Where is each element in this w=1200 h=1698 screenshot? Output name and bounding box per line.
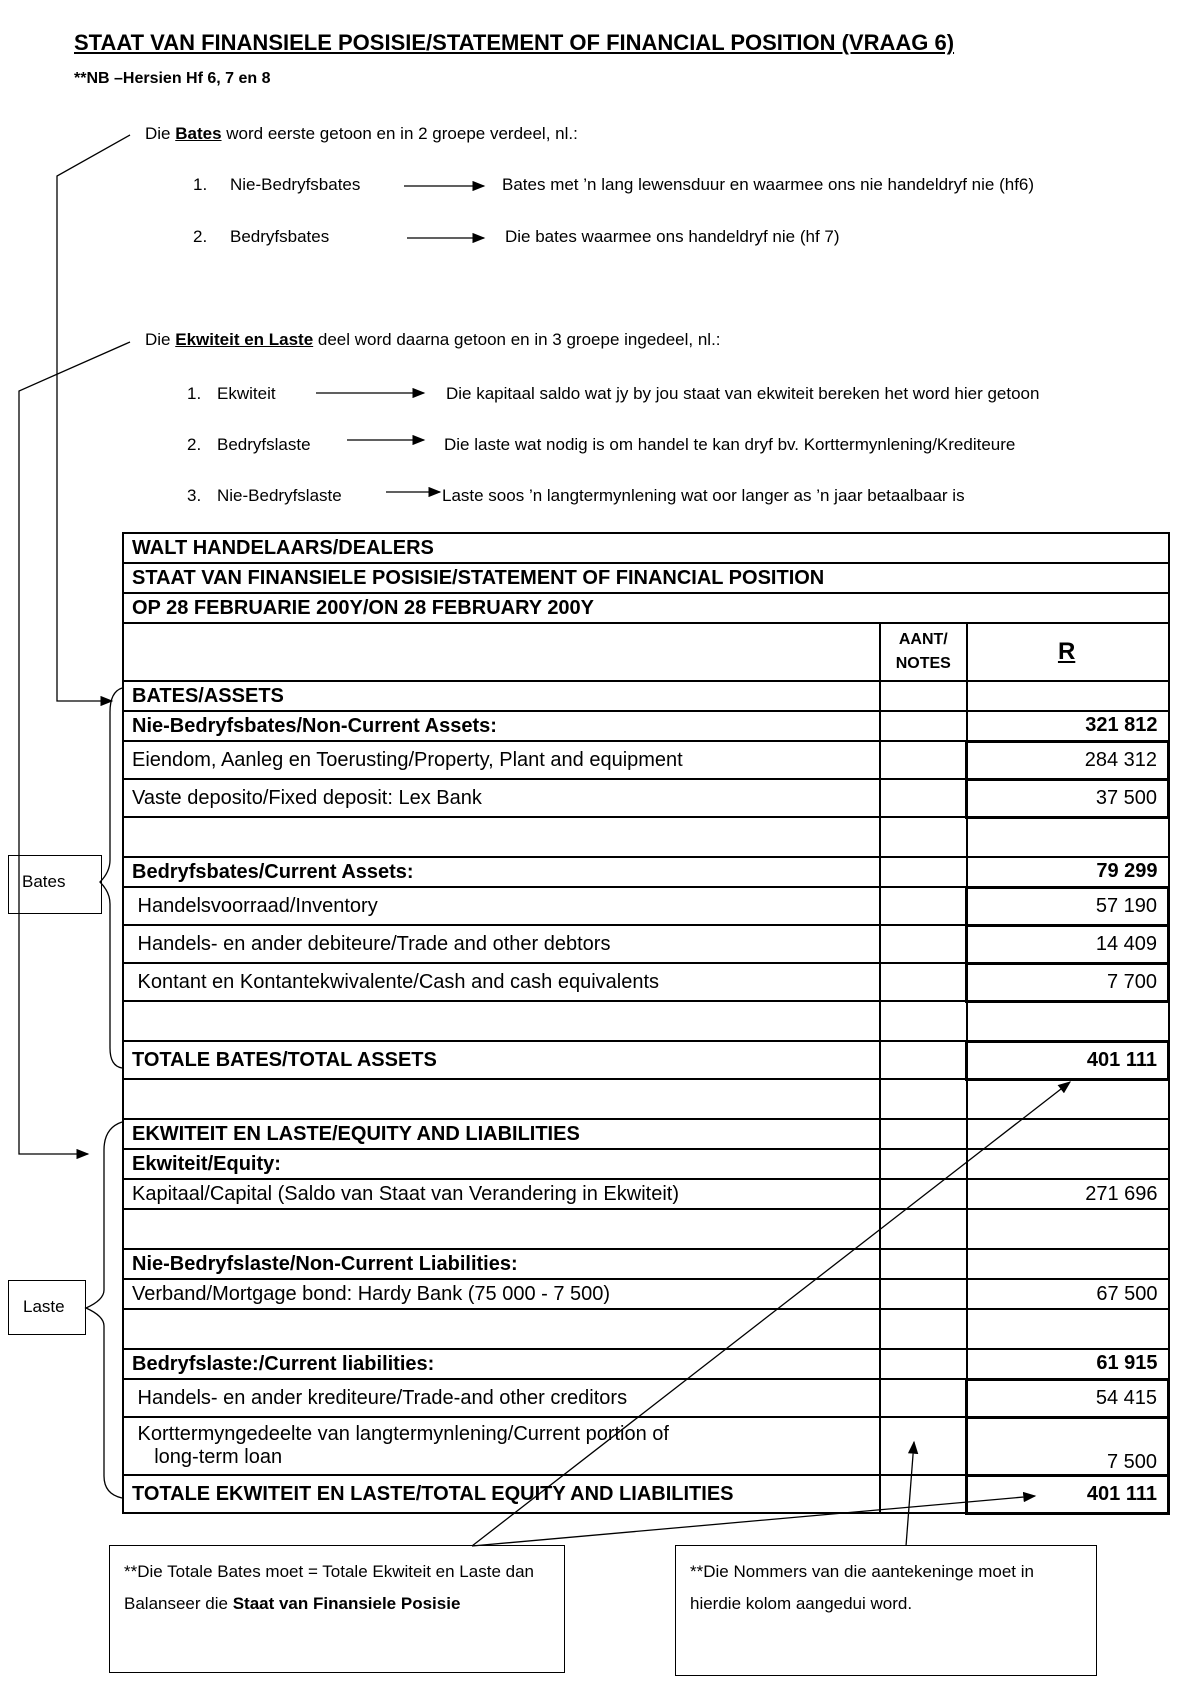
row-label: Verband/Mortgage bond: Hardy Bank (75 000 - 7 500) bbox=[123, 1279, 880, 1309]
row-amount: 14 409 bbox=[967, 925, 1169, 963]
nb-note: **NB –Hersien Hf 6, 7 en 8 bbox=[74, 70, 271, 87]
liabilities-brace bbox=[86, 1122, 122, 1498]
equity-group-2-desc: Die laste wat nodig is om handel te kan dryf bv. Korttermynlening/Krediteure bbox=[444, 435, 1016, 454]
notes-column-note-text: **Die Nommers van die aantekeninge moet in hierdie kolom aangedui word. bbox=[690, 1562, 1034, 1613]
balance-note-text: **Die Totale Bates moet = Totale Ekwiteit en Laste dan Balanseer die bbox=[124, 1562, 534, 1613]
amount-column-header: R bbox=[967, 623, 1169, 681]
row-amount: 321 812 bbox=[967, 711, 1169, 741]
asset-group-2-name: Bedryfsbates bbox=[230, 227, 330, 246]
row-label: TOTALE BATES/TOTAL ASSETS bbox=[123, 1041, 880, 1079]
row-amount: 57 190 bbox=[967, 887, 1169, 925]
row-amount: 67 500 bbox=[967, 1279, 1169, 1309]
notes-arrow bbox=[906, 1442, 914, 1546]
row-amount: 401 111 bbox=[967, 1475, 1169, 1513]
row-label: EKWITEIT EN LASTE/EQUITY AND LIABILITIES bbox=[123, 1119, 880, 1149]
row-label: Eiendom, Aanleg en Toerusting/Property, Plant and equipment bbox=[123, 741, 880, 779]
row-amount: 37 500 bbox=[967, 779, 1169, 817]
equity-group-3-num: 3. bbox=[187, 486, 202, 505]
equity-group-2-num: 2. bbox=[187, 435, 202, 454]
equity-group-2-name: Bedryfslaste bbox=[217, 435, 311, 454]
row-label: Handels- en ander debiteure/Trade and other debtors bbox=[123, 925, 880, 963]
equity-intro-prefix: Die bbox=[145, 330, 176, 349]
row-label: Handelsvoorraad/Inventory bbox=[123, 887, 880, 925]
row-amount: 271 696 bbox=[967, 1179, 1169, 1209]
bates-label: Bates bbox=[22, 872, 66, 891]
row-label: Bedryfslaste:/Current liabilities: bbox=[123, 1349, 880, 1379]
balance-arrow-to-total-assets bbox=[472, 1082, 1070, 1546]
assets-brace bbox=[100, 688, 122, 1068]
row-label: BATES/ASSETS bbox=[123, 681, 880, 711]
balance-arrow-to-total-equity bbox=[472, 1496, 1035, 1546]
equity-intro-suffix: deel word daarna getoon en in 3 groepe ingedeel, nl.: bbox=[313, 330, 721, 349]
equity-intro-keyword: Ekwiteit en Laste bbox=[175, 330, 314, 349]
equity-group-1-desc: Die kapitaal saldo wat jy by jou staat van ekwiteit bereken het word hier getoon bbox=[446, 384, 1040, 403]
row-amount: 7 500 bbox=[967, 1417, 1169, 1475]
row-label: TOTALE EKWITEIT EN LASTE/TOTAL EQUITY AND LIABILITIES bbox=[123, 1475, 880, 1513]
asset-group-1-name: Nie-Bedryfsbates bbox=[230, 175, 361, 194]
assets-intro-keyword: Bates bbox=[175, 124, 222, 143]
row-label: Handels- en ander krediteure/Trade-and other creditors bbox=[123, 1379, 880, 1417]
equity-pointer-line bbox=[19, 342, 130, 1154]
row-label: Vaste deposito/Fixed deposit: Lex Bank bbox=[123, 779, 880, 817]
balance-note-bold: Staat van Finansiele Posisie bbox=[232, 1594, 461, 1613]
asset-group-1-num: 1. bbox=[193, 175, 208, 194]
notes-column-header: AANT/ NOTES bbox=[880, 623, 967, 681]
assets-intro-prefix: Die bbox=[145, 124, 176, 143]
row-label: Kapitaal/Capital (Saldo van Staat van Verandering in Ekwiteit) bbox=[123, 1179, 880, 1209]
asset-group-2-desc: Die bates waarmee ons handeldryf nie (hf 7) bbox=[505, 227, 840, 246]
row-label: Korttermyngedeelte van langtermynlening/Current portion of long-term loan bbox=[123, 1417, 880, 1475]
row-amount: 7 700 bbox=[967, 963, 1169, 1001]
row-amount: 54 415 bbox=[967, 1379, 1169, 1417]
statement-heading: STAAT VAN FINANSIELE POSISIE/STATEMENT OF FINANCIAL POSITION bbox=[123, 563, 1169, 593]
assets-intro-suffix: word eerste getoon en in 2 groepe verdeel, nl.: bbox=[221, 124, 578, 143]
asset-group-2-num: 2. bbox=[193, 227, 208, 246]
assets-pointer-line bbox=[57, 135, 130, 701]
row-label: Nie-Bedryfsbates/Non-Current Assets: bbox=[123, 711, 880, 741]
company-name: WALT HANDELAARS/DEALERS bbox=[123, 533, 1169, 563]
row-label: Bedryfsbates/Current Assets: bbox=[123, 857, 880, 887]
row-label: Nie-Bedryfslaste/Non-Current Liabilities: bbox=[123, 1249, 880, 1279]
row-amount: 79 299 bbox=[967, 857, 1169, 887]
laste-label: Laste bbox=[23, 1297, 65, 1316]
statement-date: OP 28 FEBRUARIE 200Y/ON 28 FEBRUARY 200Y bbox=[123, 593, 1169, 623]
row-amount: 401 111 bbox=[967, 1041, 1169, 1079]
page-title: STAAT VAN FINANSIELE POSISIE/STATEMENT OF FINANCIAL POSITION (VRAAG 6) bbox=[74, 30, 955, 55]
equity-group-3-name: Nie-Bedryfslaste bbox=[217, 486, 342, 505]
asset-group-1-desc: Bates met ’n lang lewensduur en waarmee ons nie handeldryf nie (hf6) bbox=[502, 175, 1035, 194]
equity-group-3-desc: Laste soos ’n langtermynlening wat oor langer as ’n jaar betaalbaar is bbox=[442, 486, 965, 505]
equity-group-1-name: Ekwiteit bbox=[217, 384, 276, 403]
row-label: Kontant en Kontantekwivalente/Cash and cash equivalents bbox=[123, 963, 880, 1001]
row-amount: 61 915 bbox=[967, 1349, 1169, 1379]
equity-group-1-num: 1. bbox=[187, 384, 202, 403]
row-label: Ekwiteit/Equity: bbox=[123, 1149, 880, 1179]
row-amount: 284 312 bbox=[967, 741, 1169, 779]
